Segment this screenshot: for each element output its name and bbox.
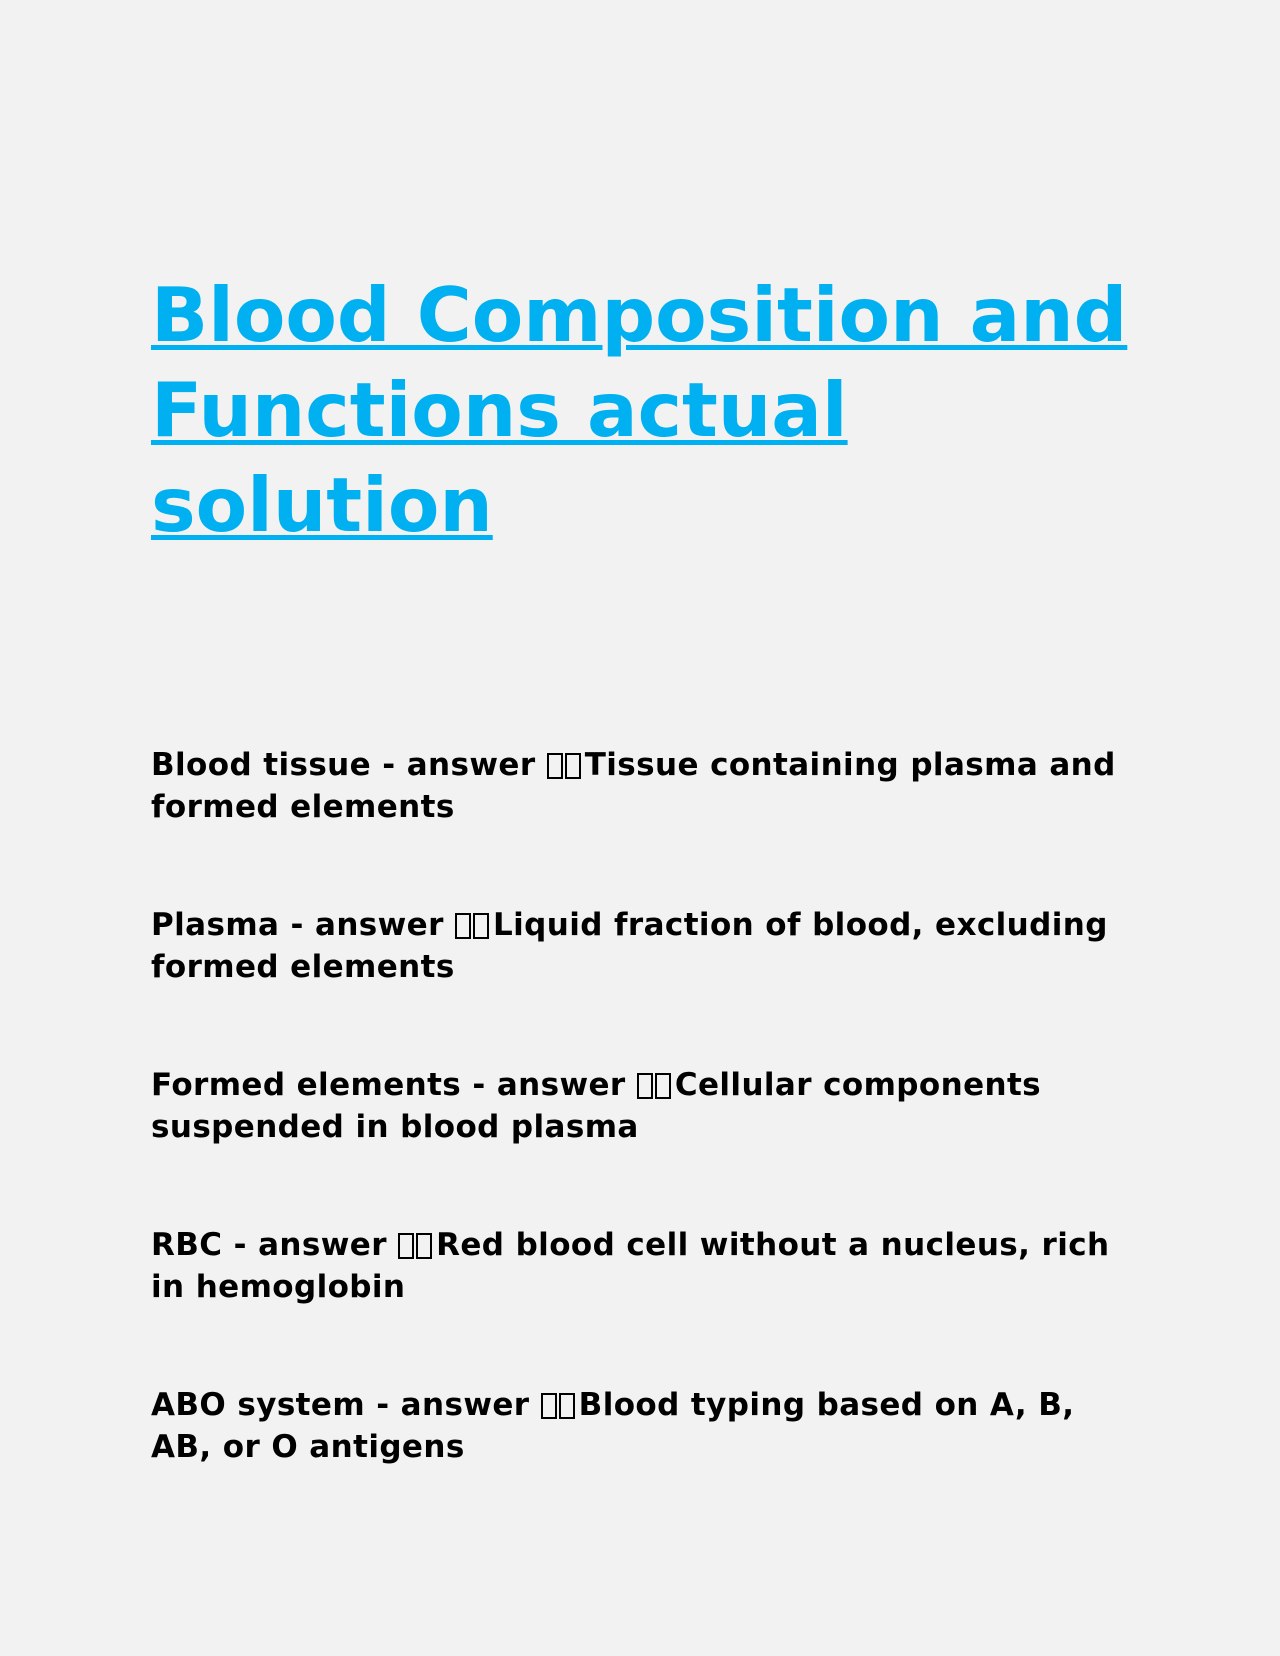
missing-glyph-box-icon <box>455 913 471 939</box>
term: Formed elements <box>151 1067 462 1103</box>
missing-glyph-box-icon <box>547 753 563 779</box>
answer-text: Tissue containing plasma and formed elements <box>151 747 1116 825</box>
qa-item <box>151 1224 1141 1308</box>
term: ABO system <box>151 1387 366 1423</box>
term: Blood tissue <box>151 747 372 783</box>
answer-text: Liquid fraction of blood, excluding formed elements <box>151 907 1108 985</box>
missing-glyph-box-icon <box>655 1073 671 1099</box>
answer-text: Red blood cell without a nucleus, rich in hemoglobin <box>151 1227 1110 1305</box>
answer-text: Blood typing based on A, B, AB, or O antigens <box>151 1387 1075 1465</box>
answer-separator: - answer <box>279 907 455 943</box>
document-title: Blood Composition and Functions actual solution <box>151 271 1128 549</box>
term: Plasma <box>151 907 280 943</box>
missing-glyph-box-icon <box>416 1233 432 1259</box>
answer-separator: - answer <box>365 1387 541 1423</box>
missing-glyph-box-icon <box>398 1233 414 1259</box>
term: RBC <box>151 1227 223 1263</box>
qa-list <box>151 744 1141 1544</box>
missing-glyph-box-icon <box>559 1393 575 1419</box>
answer-separator: - answer <box>371 747 547 783</box>
qa-item <box>151 744 1141 828</box>
missing-glyph-box-icon <box>541 1393 557 1419</box>
missing-glyph-box-icon <box>637 1073 653 1099</box>
qa-item <box>151 1064 1141 1148</box>
qa-item <box>151 904 1141 988</box>
missing-glyph-box-icon <box>565 753 581 779</box>
qa-item <box>151 1384 1141 1468</box>
missing-glyph-box-icon <box>473 913 489 939</box>
answer-separator: - answer <box>461 1067 637 1103</box>
answer-separator: - answer <box>222 1227 399 1263</box>
answer-text: Cellular components suspended in blood plasma <box>151 1067 1042 1145</box>
